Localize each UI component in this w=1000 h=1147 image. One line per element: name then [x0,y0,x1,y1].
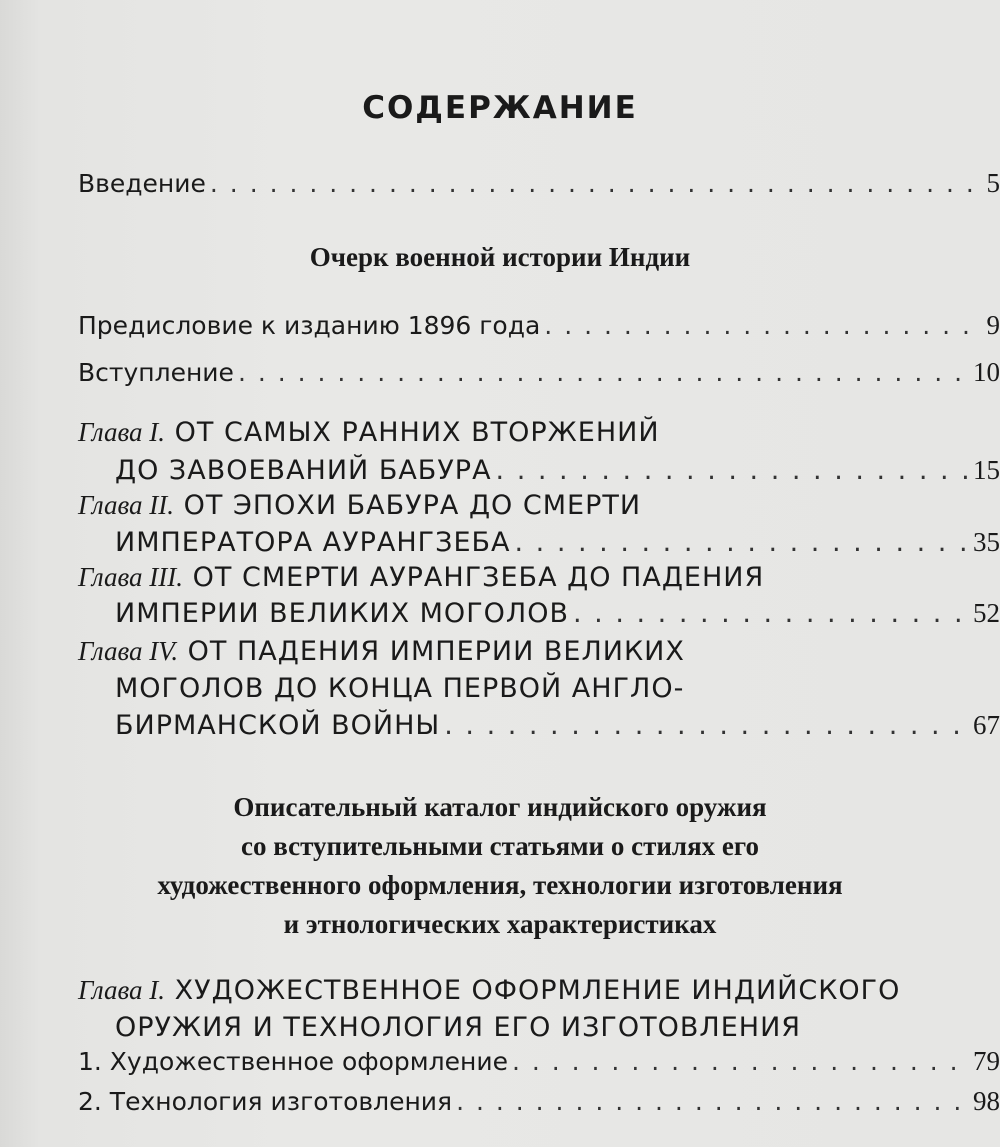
part2-heading-line: и этнологических характеристиках [283,909,717,939]
toc-entry-label: 1. Художественное оформление [78,1047,508,1076]
chapter-title-line2: ИМПЕРАТОРА АУРАНГЗЕБА [115,527,511,558]
chapter-title-line1: ОТ САМЫХ РАННИХ ВТОРЖЕНИЙ [174,417,660,448]
leader-dots [573,598,969,629]
leader-dots [544,311,982,340]
chapter-title-line1: ОТ ЭПОХИ БАБУРА ДО СМЕРТИ [183,490,642,521]
leader-dots [515,527,970,558]
chapter-number: Глава I. [78,417,166,447]
toc-entry-label: Введение [78,169,206,198]
toc-page-number: 15 [973,455,1000,485]
toc-entry-label: 2. Технология изготовления [78,1087,453,1116]
toc-page-number: 35 [973,527,1000,557]
toc-chapter-4-cont[interactable] [115,710,1000,741]
toc-chapter-1[interactable] [78,417,660,448]
toc-section-1[interactable] [78,1046,1000,1077]
leader-dots [512,1047,969,1076]
toc-entry-introduction[interactable] [78,357,1000,388]
toc-entry-preface[interactable] [78,310,1000,341]
toc-page-number: 52 [973,598,1000,628]
toc-chapter-1-cont[interactable] [115,455,1000,486]
leader-dots [456,1087,969,1116]
leader-dots [496,455,969,486]
toc-entry-label: Вступление [78,358,234,387]
chapter-number: Глава I. [78,975,166,1005]
part2-heading-line: художественного оформления, технологии изготовления [157,870,843,900]
page-title: СОДЕРЖАНИЕ [362,90,638,126]
toc-chapter-4[interactable] [78,636,685,667]
chapter-title-line1: ХУДОЖЕСТВЕННОЕ ОФОРМЛЕНИЕ ИНДИЙСКОГО [174,975,901,1006]
toc-page-number: 9 [986,310,1000,340]
part2-heading-line: со вступительными статьями о стилях его [240,831,759,861]
chapter-title-line2: ОРУЖИЯ И ТЕХНОЛОГИЯ ЕГО ИЗГОТОВЛЕНИЯ [115,1012,802,1043]
toc-page-number: 5 [986,168,1000,198]
toc-section-2[interactable] [78,1086,1000,1117]
chapter-title-line3: БИРМАНСКОЙ ВОЙНЫ [115,710,441,741]
toc-part2-chapter-1[interactable] [78,975,900,1006]
chapter-number: Глава II. [78,490,175,520]
chapter-title-line1: ОТ ПАДЕНИЯ ИМПЕРИИ ВЕЛИКИХ [187,636,685,667]
toc-page-number: 67 [973,710,1000,740]
chapter-title-line2: ДО ЗАВОЕВАНИЙ БАБУРА [115,455,492,486]
leader-dots [210,169,983,198]
toc-page-number: 10 [973,357,1000,387]
chapter-title-line2: ИМПЕРИИ ВЕЛИКИХ МОГОЛОВ [115,598,569,629]
toc-chapter-3-cont[interactable] [115,598,1000,629]
leader-dots [238,358,969,387]
part2-heading-line: Описательный каталог индийского оружия [233,792,767,822]
chapter-title-line2: МОГОЛОВ ДО КОНЦА ПЕРВОЙ АНГЛО- [115,673,685,704]
toc-page-number: 79 [973,1046,1000,1076]
chapter-title-line1: ОТ СМЕРТИ АУРАНГЗЕБА ДО ПАДЕНИЯ [192,562,765,593]
chapter-number: Глава IV. [78,636,179,666]
toc-chapter-2-cont[interactable] [115,527,1000,558]
toc-entry-intro[interactable] [78,168,1000,199]
toc-chapter-2[interactable] [78,490,641,521]
leader-dots [444,710,969,741]
toc-page-number: 98 [973,1086,1000,1116]
part1-heading: Очерк военной истории Индии [309,242,691,272]
toc-chapter-3[interactable] [78,562,764,593]
toc-entry-label: Предисловие к изданию 1896 года [78,311,541,340]
chapter-number: Глава III. [78,562,184,592]
